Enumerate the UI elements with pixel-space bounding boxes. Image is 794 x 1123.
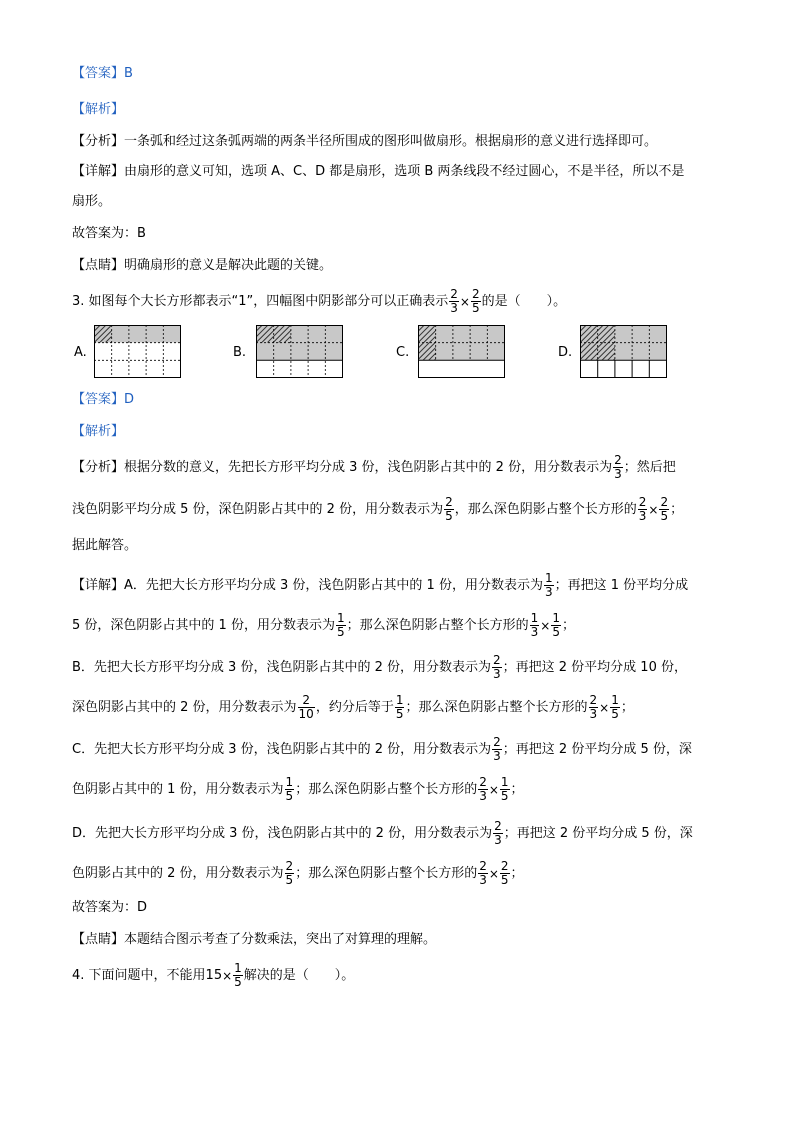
remark-text: 【点睛】明确扇形的意义是解决此题的关键。 <box>72 258 333 273</box>
option-b-figure <box>256 325 344 379</box>
option-a-figure <box>94 325 182 379</box>
analysis-label: 【解析】 <box>72 424 125 439</box>
option-d-label: D. <box>558 345 573 360</box>
answer-label: 【答案】D <box>72 392 135 407</box>
stem-text: 3. 如图每个大长方形都表示“1”，四幅图中阴影部分可以正确表示 <box>72 294 449 309</box>
analysis-label: 【解析】 <box>72 102 125 117</box>
analysis-line-3: 据此解答。 <box>72 538 138 553</box>
fraction: $\frac{2}{5}$ <box>471 287 480 315</box>
option-c-label: C. <box>396 345 410 360</box>
detail-text: 【详解】由扇形的意义可知，选项 A、C、D 都是扇形，选项 B 两条线段不经过圆心，不是半径，所以不是 <box>72 164 685 179</box>
detail-a-line-2: 5 份，深色阴影占其中的 1 份，用分数表示为 $\frac{1}{5}$ ；那么深色阴影占整个长方形的 $\frac{1}{3}$ × $\frac{1}{5}$ ； <box>72 611 575 639</box>
answer-label: 【答案】B <box>72 66 133 81</box>
question-4-stem: 4. 下面问题中，不能用15× $\frac{1}{5}$ 解决的是（ ）。 <box>72 961 355 989</box>
analysis-line-1: 【分析】根据分数的意义，先把长方形平均分成 3 份，浅色阴影占其中的 2 份，用分数表示为 $\frac{2}{3}$ ；然后把 <box>72 453 676 481</box>
remark-text: 【点睛】本题结合图示考查了分数乘法，突出了对算理的理解。 <box>72 932 437 947</box>
option-d-figure <box>580 325 668 379</box>
stem-text: 的是（ ）。 <box>481 294 567 309</box>
fraction: $\frac{2}{3}$ <box>450 287 458 315</box>
question-3-stem: 3. 如图每个大长方形都表示“1”，四幅图中阴影部分可以正确表示 $\frac{2}{3}$ × $\frac{2}{5}$ 的是（ ）。 <box>72 287 567 315</box>
option-b-label: B. <box>233 345 247 360</box>
final-answer: 故答案为：B <box>72 226 146 241</box>
final-answer: 故答案为：D <box>72 900 148 915</box>
detail-d-line-2: 色阴影占其中的 2 份，用分数表示为 $\frac{2}{5}$ ；那么深色阴影占整个长方形的 $\frac{2}{3}$ × $\frac{2}{5}$ ； <box>72 859 524 887</box>
detail-a-line-1: 【详解】A．先把大长方形平均分成 3 份，浅色阴影占其中的 1 份，用分数表示为 $\frac{1}{3}$ ；再把这 1 份平均分成 <box>72 571 689 599</box>
detail-b-line-1: B．先把大长方形平均分成 3 份，浅色阴影占其中的 2 份，用分数表示为 $\frac{2}{3}$ ；再把这 2 份平均分成 10 份， <box>72 653 687 681</box>
detail-d-line-1: D．先把大长方形平均分成 3 份，浅色阴影占其中的 2 份，用分数表示为 $\frac{2}{3}$ ；再把这 2 份平均分成 5 份，深 <box>72 819 693 847</box>
detail-text-cont: 扇形。 <box>72 194 112 209</box>
detail-c-line-1: C．先把大长方形平均分成 3 份，浅色阴影占其中的 2 份，用分数表示为 $\frac{2}{3}$ ；再把这 2 份平均分成 5 份，深 <box>72 735 692 763</box>
option-c-figure <box>418 325 506 379</box>
detail-b-line-2: 深色阴影占其中的 2 份，用分数表示为 $\frac{2}{10}$ ，约分后等于 $\frac{1}{5}$ ；那么深色阴影占整个长方形的 $\frac{2}{3}$ × $\frac{1}{5}$ ； <box>72 693 634 721</box>
detail-c-line-2: 色阴影占其中的 1 份，用分数表示为 $\frac{1}{5}$ ；那么深色阴影占整个长方形的 $\frac{2}{3}$ × $\frac{1}{5}$ ； <box>72 775 524 803</box>
analysis-text: 【分析】一条弧和经过这条弧两端的两条半径所围成的图形叫做扇形。根据扇形的意义进行选择即可。 <box>72 134 658 149</box>
analysis-line-2: 浅色阴影平均分成 5 份，深色阴影占其中的 2 份，用分数表示为 $\frac{2}{5}$ ，那么深色阴影占整个长方形的 $\frac{2}{3}$ × $\frac{2}{5}$ ； <box>72 495 684 523</box>
option-a-label: A. <box>74 345 87 360</box>
